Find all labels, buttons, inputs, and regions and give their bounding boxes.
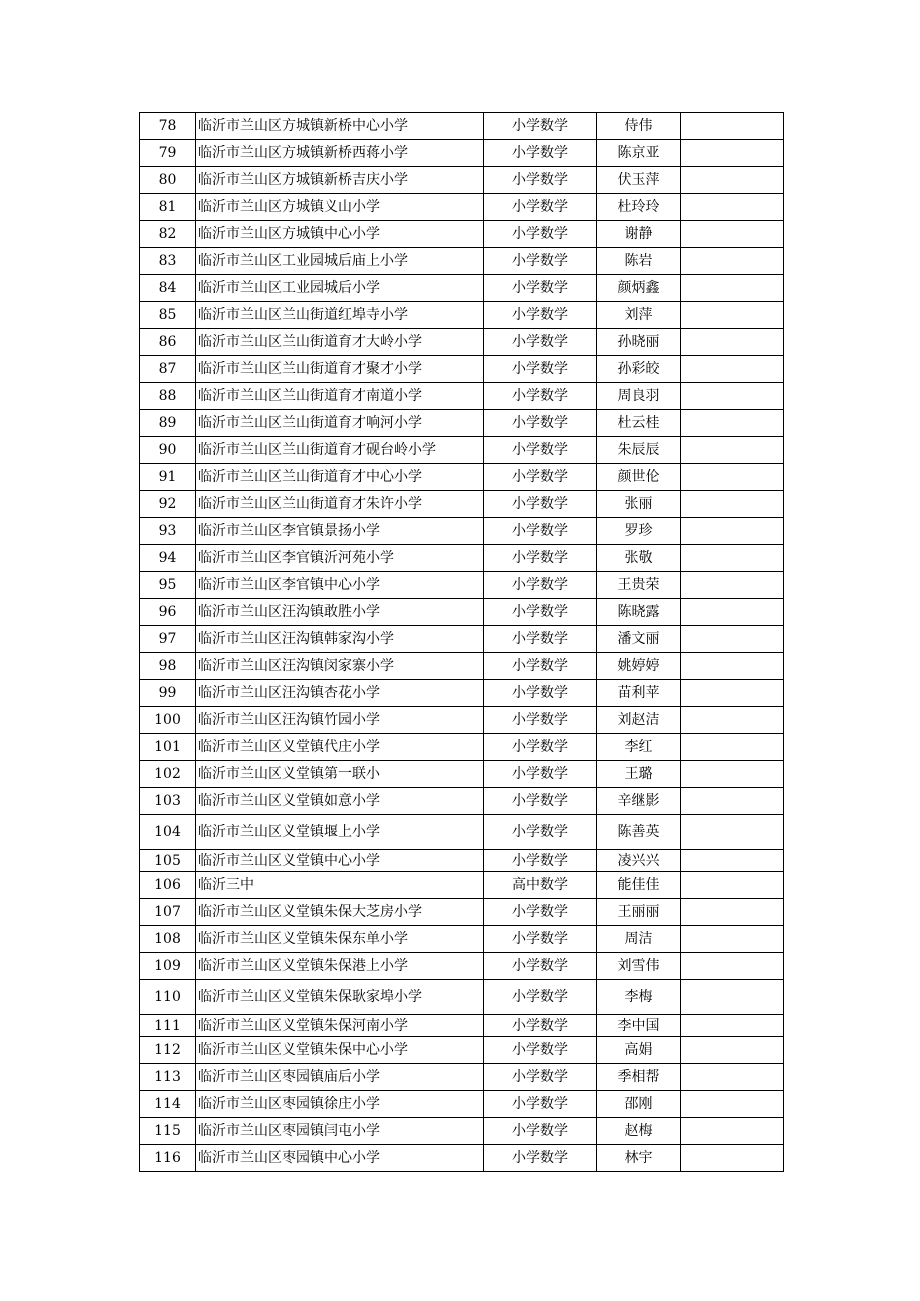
school-name-cell: 临沂市兰山区枣园镇庙后小学	[196, 1064, 484, 1091]
remarks-cell	[681, 1145, 784, 1172]
remarks-cell	[681, 788, 784, 815]
table-row	[140, 815, 784, 850]
subject-cell: 小学数学	[484, 518, 597, 545]
school-name-cell: 临沂市兰山区兰山街道育才南道小学	[196, 383, 484, 410]
subject-cell: 小学数学	[484, 980, 597, 1015]
school-name-cell: 临沂市兰山区方城镇中心小学	[196, 221, 484, 248]
table-row	[140, 850, 784, 872]
remarks-cell	[681, 1015, 784, 1037]
remarks-cell	[681, 140, 784, 167]
school-name-cell: 临沂市兰山区汪沟镇闵家寨小学	[196, 653, 484, 680]
school-name-cell: 临沂市兰山区李官镇中心小学	[196, 572, 484, 599]
row-number-cell: 89	[140, 410, 196, 437]
table-row	[140, 248, 784, 275]
remarks-cell	[681, 437, 784, 464]
subject-cell: 小学数学	[484, 194, 597, 221]
row-number-cell: 95	[140, 572, 196, 599]
row-number-cell: 93	[140, 518, 196, 545]
teacher-roster-table	[139, 112, 784, 1172]
table-row	[140, 113, 784, 140]
table-row	[140, 383, 784, 410]
teacher-name-cell: 苗利苹	[597, 680, 681, 707]
row-number-cell: 97	[140, 626, 196, 653]
row-number-cell: 80	[140, 167, 196, 194]
subject-cell: 小学数学	[484, 850, 597, 872]
remarks-cell	[681, 599, 784, 626]
subject-cell: 小学数学	[484, 437, 597, 464]
school-name-cell: 临沂市兰山区兰山街道育才中心小学	[196, 464, 484, 491]
school-name-cell: 临沂市兰山区枣园镇闫屯小学	[196, 1118, 484, 1145]
table-row	[140, 953, 784, 980]
teacher-name-cell: 张敬	[597, 545, 681, 572]
school-name-cell: 临沂市兰山区枣园镇徐庄小学	[196, 1091, 484, 1118]
subject-cell: 高中数学	[484, 872, 597, 899]
table-row	[140, 167, 784, 194]
remarks-cell	[681, 356, 784, 383]
subject-cell: 小学数学	[484, 1091, 597, 1118]
teacher-name-cell: 侍伟	[597, 113, 681, 140]
school-name-cell: 临沂市兰山区义堂镇如意小学	[196, 788, 484, 815]
school-name-cell: 临沂市兰山区汪沟镇韩家沟小学	[196, 626, 484, 653]
teacher-name-cell: 邵刚	[597, 1091, 681, 1118]
teacher-name-cell: 季相帮	[597, 1064, 681, 1091]
subject-cell: 小学数学	[484, 383, 597, 410]
subject-cell: 小学数学	[484, 464, 597, 491]
subject-cell: 小学数学	[484, 653, 597, 680]
table-row	[140, 599, 784, 626]
remarks-cell	[681, 1037, 784, 1064]
school-name-cell: 临沂市兰山区义堂镇朱保东单小学	[196, 926, 484, 953]
remarks-cell	[681, 626, 784, 653]
school-name-cell: 临沂市兰山区义堂镇朱保大芝房小学	[196, 899, 484, 926]
row-number-cell: 105	[140, 850, 196, 872]
row-number-cell: 88	[140, 383, 196, 410]
table-row	[140, 707, 784, 734]
table-row	[140, 680, 784, 707]
school-name-cell: 临沂市兰山区李官镇沂河苑小学	[196, 545, 484, 572]
school-name-cell: 临沂市兰山区义堂镇第一联小	[196, 761, 484, 788]
teacher-name-cell: 陈晓露	[597, 599, 681, 626]
table-row	[140, 275, 784, 302]
remarks-cell	[681, 518, 784, 545]
row-number-cell: 116	[140, 1145, 196, 1172]
remarks-cell	[681, 221, 784, 248]
subject-cell: 小学数学	[484, 545, 597, 572]
table-row	[140, 1064, 784, 1091]
row-number-cell: 102	[140, 761, 196, 788]
school-name-cell: 临沂市兰山区兰山街道育才朱许小学	[196, 491, 484, 518]
remarks-cell	[681, 850, 784, 872]
subject-cell: 小学数学	[484, 680, 597, 707]
school-name-cell: 临沂市兰山区兰山街道红埠寺小学	[196, 302, 484, 329]
teacher-name-cell: 王璐	[597, 761, 681, 788]
teacher-name-cell: 杜玲玲	[597, 194, 681, 221]
subject-cell: 小学数学	[484, 1015, 597, 1037]
teacher-name-cell: 周良羽	[597, 383, 681, 410]
table-row	[140, 302, 784, 329]
teacher-name-cell: 凌兴兴	[597, 850, 681, 872]
subject-cell: 小学数学	[484, 356, 597, 383]
teacher-name-cell: 颜炳鑫	[597, 275, 681, 302]
remarks-cell	[681, 761, 784, 788]
subject-cell: 小学数学	[484, 248, 597, 275]
remarks-cell	[681, 1064, 784, 1091]
row-number-cell: 109	[140, 953, 196, 980]
remarks-cell	[681, 815, 784, 850]
row-number-cell: 92	[140, 491, 196, 518]
table-row	[140, 221, 784, 248]
teacher-name-cell: 朱辰辰	[597, 437, 681, 464]
teacher-name-cell: 陈岩	[597, 248, 681, 275]
teacher-name-cell: 刘萍	[597, 302, 681, 329]
teacher-name-cell: 谢静	[597, 221, 681, 248]
row-number-cell: 98	[140, 653, 196, 680]
table-row	[140, 464, 784, 491]
teacher-name-cell: 林宇	[597, 1145, 681, 1172]
teacher-name-cell: 李红	[597, 734, 681, 761]
row-number-cell: 99	[140, 680, 196, 707]
remarks-cell	[681, 653, 784, 680]
table-row	[140, 899, 784, 926]
remarks-cell	[681, 926, 784, 953]
school-name-cell: 临沂市兰山区兰山街道育才聚才小学	[196, 356, 484, 383]
teacher-name-cell: 陈善英	[597, 815, 681, 850]
table-row	[140, 140, 784, 167]
school-name-cell: 临沂市兰山区兰山街道育才砚台岭小学	[196, 437, 484, 464]
teacher-name-cell: 颜世伦	[597, 464, 681, 491]
school-name-cell: 临沂市兰山区方城镇新桥中心小学	[196, 113, 484, 140]
subject-cell: 小学数学	[484, 140, 597, 167]
subject-cell: 小学数学	[484, 329, 597, 356]
teacher-name-cell: 罗珍	[597, 518, 681, 545]
table-row	[140, 194, 784, 221]
table-row	[140, 437, 784, 464]
school-name-cell: 临沂市兰山区兰山街道育才响河小学	[196, 410, 484, 437]
row-number-cell: 104	[140, 815, 196, 850]
school-name-cell: 临沂市兰山区汪沟镇敢胜小学	[196, 599, 484, 626]
remarks-cell	[681, 248, 784, 275]
table-row	[140, 788, 784, 815]
remarks-cell	[681, 329, 784, 356]
row-number-cell: 107	[140, 899, 196, 926]
remarks-cell	[681, 734, 784, 761]
row-number-cell: 91	[140, 464, 196, 491]
subject-cell: 小学数学	[484, 113, 597, 140]
row-number-cell: 106	[140, 872, 196, 899]
table-row	[140, 1091, 784, 1118]
roster-body	[140, 113, 784, 1172]
remarks-cell	[681, 410, 784, 437]
row-number-cell: 111	[140, 1015, 196, 1037]
remarks-cell	[681, 194, 784, 221]
remarks-cell	[681, 113, 784, 140]
table-row	[140, 1037, 784, 1064]
teacher-name-cell: 李中国	[597, 1015, 681, 1037]
table-row	[140, 1118, 784, 1145]
remarks-cell	[681, 545, 784, 572]
row-number-cell: 96	[140, 599, 196, 626]
remarks-cell	[681, 275, 784, 302]
remarks-cell	[681, 707, 784, 734]
row-number-cell: 85	[140, 302, 196, 329]
school-name-cell: 临沂三中	[196, 872, 484, 899]
subject-cell: 小学数学	[484, 1145, 597, 1172]
row-number-cell: 79	[140, 140, 196, 167]
remarks-cell	[681, 302, 784, 329]
row-number-cell: 90	[140, 437, 196, 464]
subject-cell: 小学数学	[484, 410, 597, 437]
subject-cell: 小学数学	[484, 761, 597, 788]
school-name-cell: 临沂市兰山区方城镇新桥西蒋小学	[196, 140, 484, 167]
remarks-cell	[681, 980, 784, 1015]
teacher-name-cell: 高娟	[597, 1037, 681, 1064]
teacher-name-cell: 杜云桂	[597, 410, 681, 437]
teacher-name-cell: 李梅	[597, 980, 681, 1015]
table-row	[140, 410, 784, 437]
school-name-cell: 临沂市兰山区义堂镇朱保河南小学	[196, 1015, 484, 1037]
teacher-name-cell: 周洁	[597, 926, 681, 953]
teacher-name-cell: 赵梅	[597, 1118, 681, 1145]
teacher-name-cell: 能佳佳	[597, 872, 681, 899]
remarks-cell	[681, 572, 784, 599]
table-row	[140, 980, 784, 1015]
subject-cell: 小学数学	[484, 572, 597, 599]
subject-cell: 小学数学	[484, 1064, 597, 1091]
table-row	[140, 926, 784, 953]
subject-cell: 小学数学	[484, 707, 597, 734]
school-name-cell: 临沂市兰山区李官镇景扬小学	[196, 518, 484, 545]
row-number-cell: 114	[140, 1091, 196, 1118]
table-row	[140, 734, 784, 761]
row-number-cell: 101	[140, 734, 196, 761]
row-number-cell: 86	[140, 329, 196, 356]
teacher-name-cell: 姚婷婷	[597, 653, 681, 680]
subject-cell: 小学数学	[484, 1037, 597, 1064]
teacher-name-cell: 伏玉萍	[597, 167, 681, 194]
teacher-name-cell: 孙晓丽	[597, 329, 681, 356]
remarks-cell	[681, 953, 784, 980]
row-number-cell: 94	[140, 545, 196, 572]
row-number-cell: 112	[140, 1037, 196, 1064]
subject-cell: 小学数学	[484, 221, 597, 248]
remarks-cell	[681, 899, 784, 926]
remarks-cell	[681, 1118, 784, 1145]
school-name-cell: 临沂市兰山区义堂镇朱保港上小学	[196, 953, 484, 980]
teacher-name-cell: 辛继影	[597, 788, 681, 815]
teacher-name-cell: 孙彩皎	[597, 356, 681, 383]
table-row	[140, 1145, 784, 1172]
subject-cell: 小学数学	[484, 926, 597, 953]
row-number-cell: 115	[140, 1118, 196, 1145]
row-number-cell: 108	[140, 926, 196, 953]
school-name-cell: 临沂市兰山区义堂镇朱保中心小学	[196, 1037, 484, 1064]
row-number-cell: 81	[140, 194, 196, 221]
school-name-cell: 临沂市兰山区方城镇义山小学	[196, 194, 484, 221]
remarks-cell	[681, 383, 784, 410]
school-name-cell: 临沂市兰山区汪沟镇竹园小学	[196, 707, 484, 734]
subject-cell: 小学数学	[484, 275, 597, 302]
school-name-cell: 临沂市兰山区义堂镇代庄小学	[196, 734, 484, 761]
remarks-cell	[681, 167, 784, 194]
table-row	[140, 545, 784, 572]
row-number-cell: 110	[140, 980, 196, 1015]
school-name-cell: 临沂市兰山区义堂镇堰上小学	[196, 815, 484, 850]
row-number-cell: 103	[140, 788, 196, 815]
row-number-cell: 84	[140, 275, 196, 302]
subject-cell: 小学数学	[484, 626, 597, 653]
teacher-name-cell: 刘赵洁	[597, 707, 681, 734]
table-row	[140, 329, 784, 356]
school-name-cell: 临沂市兰山区汪沟镇杏花小学	[196, 680, 484, 707]
table-row	[140, 653, 784, 680]
school-name-cell: 临沂市兰山区工业园城后庙上小学	[196, 248, 484, 275]
table-row	[140, 491, 784, 518]
remarks-cell	[681, 464, 784, 491]
teacher-name-cell: 潘文丽	[597, 626, 681, 653]
row-number-cell: 82	[140, 221, 196, 248]
row-number-cell: 113	[140, 1064, 196, 1091]
table-row	[140, 518, 784, 545]
school-name-cell: 临沂市兰山区义堂镇朱保耿家埠小学	[196, 980, 484, 1015]
subject-cell: 小学数学	[484, 491, 597, 518]
subject-cell: 小学数学	[484, 953, 597, 980]
school-name-cell: 临沂市兰山区枣园镇中心小学	[196, 1145, 484, 1172]
subject-cell: 小学数学	[484, 815, 597, 850]
table-row	[140, 572, 784, 599]
school-name-cell: 临沂市兰山区兰山街道育才大岭小学	[196, 329, 484, 356]
table-row	[140, 356, 784, 383]
remarks-cell	[681, 872, 784, 899]
table-row	[140, 761, 784, 788]
school-name-cell: 临沂市兰山区义堂镇中心小学	[196, 850, 484, 872]
subject-cell: 小学数学	[484, 899, 597, 926]
subject-cell: 小学数学	[484, 1118, 597, 1145]
subject-cell: 小学数学	[484, 302, 597, 329]
teacher-name-cell: 王贵荣	[597, 572, 681, 599]
remarks-cell	[681, 680, 784, 707]
teacher-name-cell: 王丽丽	[597, 899, 681, 926]
row-number-cell: 78	[140, 113, 196, 140]
teacher-name-cell: 陈京亚	[597, 140, 681, 167]
table-row	[140, 1015, 784, 1037]
row-number-cell: 87	[140, 356, 196, 383]
subject-cell: 小学数学	[484, 734, 597, 761]
table-row	[140, 626, 784, 653]
teacher-name-cell: 张丽	[597, 491, 681, 518]
subject-cell: 小学数学	[484, 599, 597, 626]
remarks-cell	[681, 1091, 784, 1118]
subject-cell: 小学数学	[484, 788, 597, 815]
row-number-cell: 83	[140, 248, 196, 275]
subject-cell: 小学数学	[484, 167, 597, 194]
remarks-cell	[681, 491, 784, 518]
school-name-cell: 临沂市兰山区工业园城后小学	[196, 275, 484, 302]
table-row	[140, 872, 784, 899]
school-name-cell: 临沂市兰山区方城镇新桥吉庆小学	[196, 167, 484, 194]
row-number-cell: 100	[140, 707, 196, 734]
teacher-name-cell: 刘雪伟	[597, 953, 681, 980]
